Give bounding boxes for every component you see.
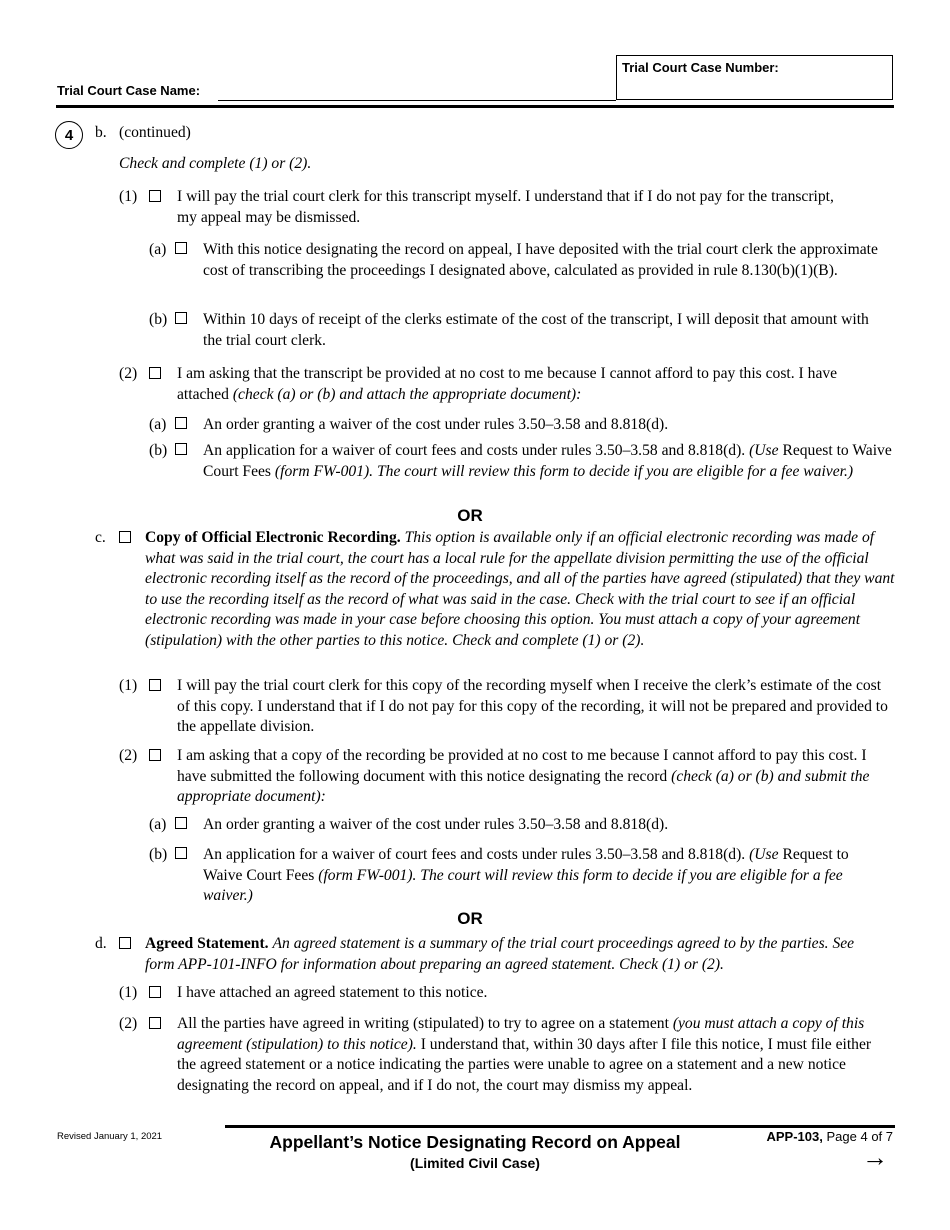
b2b-checkbox[interactable] <box>175 443 187 455</box>
c2b-number: (b) <box>149 846 168 863</box>
c1-number: (1) <box>119 677 138 694</box>
c2-text: I am asking that a copy of the recording be provided at no cost to me because I cannot afford to pay this cost. I have submitted the following document with this notice designating the record (check (a) or (b) and submit the appropriate document): <box>177 747 870 805</box>
case-number-box <box>616 55 893 100</box>
footer-rule <box>225 1125 895 1128</box>
d1-number: (1) <box>119 984 138 1001</box>
c-checkbox[interactable] <box>119 531 131 543</box>
form-title: Appellant’s Notice Designating Record on Appeal <box>269 1132 681 1152</box>
revised-date: Revised January 1, 2021 <box>57 1131 163 1142</box>
b1a-text: With this notice designating the record on appeal, I have deposited with the trial court clerk the approximate cost of transcribing the proceedings I designated above, calculated as provided in rule 8.130(b)(1)(B). <box>203 241 878 279</box>
d2-number: (2) <box>119 1015 138 1032</box>
b1b-number: (b) <box>149 311 168 328</box>
c2a-number: (a) <box>149 816 167 833</box>
or-divider-1: OR <box>457 506 483 525</box>
d2-checkbox[interactable] <box>149 1017 161 1029</box>
form-id: APP-103, <box>766 1129 823 1144</box>
d-letter: d. <box>95 935 107 952</box>
page-number: Page 4 of 7 <box>826 1129 893 1144</box>
item-number: 4 <box>64 126 74 144</box>
c2-number: (2) <box>119 747 138 764</box>
b1b-checkbox[interactable] <box>175 312 187 324</box>
d1-checkbox[interactable] <box>149 986 161 998</box>
b1-text: I will pay the trial court clerk for this transcript myself. I understand that if I do not pay for the transcript, my appeal may be dismissed. <box>177 188 834 226</box>
c1-checkbox[interactable] <box>149 679 161 691</box>
case-number-label: Trial Court Case Number: <box>622 60 779 75</box>
b-title: (continued) <box>119 124 191 141</box>
b2b-text: An application for a waiver of court fees and costs under rules 3.50–3.58 and 8.818(d). (Use Request to Waive Court Fees (form FW-001). The court will review this form to decide if you are eligible for a fee waiver.) <box>203 442 892 480</box>
b1-checkbox[interactable] <box>149 190 161 202</box>
b1-number: (1) <box>119 188 138 205</box>
b1b-text: Within 10 days of receipt of the clerks estimate of the cost of the transcript, I will deposit that amount with the trial court clerk. <box>203 311 869 349</box>
c2a-checkbox[interactable] <box>175 817 187 829</box>
b2a-checkbox[interactable] <box>175 417 187 429</box>
b2-checkbox[interactable] <box>149 367 161 379</box>
b1a-checkbox[interactable] <box>175 242 187 254</box>
d2-text: All the parties have agreed in writing (stipulated) to try to agree on a statement (you must attach a copy of this agreement (stipulation) to this notice). I understand that, within 30 days after I file this notice, I must file either the agreed statement or a notice indicating the parties were unable to agree on a statement and a new notice designating the record on appeal, and if I do not, the court may dismiss my appeal. <box>177 1015 872 1094</box>
c-text: Copy of Official Electronic Recording. This option is available only if an official electronic recording was made of what was said in the trial court, the court has a local rule for the appellate division permitting the use of the official electronic recording itself as the record of the proceedings, and all of the parties have agreed (stipulated) that they want to use the recording itself as the record of what was said in the case. Check with the trial court to see if an official electronic recording was made in your case before choosing this option. You must attach a copy of your agreement (stipulation) with the other parties to this notice. Check and complete (1) or (2). <box>145 529 895 649</box>
case-number-field[interactable] <box>622 78 887 96</box>
d1-text: I have attached an agreed statement to this notice. <box>177 984 488 1001</box>
c-letter: c. <box>95 529 106 546</box>
b-instruction: Check and complete (1) or (2). <box>119 155 312 172</box>
item-number-circle <box>55 121 83 149</box>
next-page-arrow-icon[interactable]: → <box>862 1142 888 1172</box>
b2a-number: (a) <box>149 416 167 433</box>
b2-text: I am asking that the transcript be provided at no cost to me because I cannot afford to pay this cost. I have attached (check (a) or (b) and attach the appropriate document): <box>177 365 838 403</box>
b2a-text: An order granting a waiver of the cost under rules 3.50–3.58 and 8.818(d). <box>203 416 669 433</box>
form-subtitle: (Limited Civil Case) <box>410 1155 540 1171</box>
case-name-label: Trial Court Case Name: <box>57 83 201 98</box>
c2b-text: An application for a waiver of court fees and costs under rules 3.50–3.58 and 8.818(d). (Use Request to Waive Court Fees (form FW-001). The court will review this form to decide if you are eligible for a fee waiver.) <box>203 846 849 904</box>
b2b-number: (b) <box>149 442 168 459</box>
c2b-checkbox[interactable] <box>175 847 187 859</box>
or-divider-2: OR <box>457 909 483 928</box>
b1a-number: (a) <box>149 241 167 258</box>
case-name-field[interactable] <box>218 82 616 101</box>
c2-checkbox[interactable] <box>149 749 161 761</box>
c1-text: I will pay the trial court clerk for this copy of the recording myself when I receive the clerk’s estimate of the cost of this copy. I understand that if I do not pay for this copy of the recording, it will not be prepared and provided to the appellate division. <box>177 677 888 735</box>
d-checkbox[interactable] <box>119 937 131 949</box>
d-text: Agreed Statement. An agreed statement is a summary of the trial court proceedings agreed to by the parties. See form APP-101-INFO for information about preparing an agreed statement. Check (1) or (2). <box>145 935 855 973</box>
b2-number: (2) <box>119 365 138 382</box>
header-rule <box>56 105 894 108</box>
b-letter: b. <box>95 124 107 141</box>
c2a-text: An order granting a waiver of the cost under rules 3.50–3.58 and 8.818(d). <box>203 816 669 833</box>
